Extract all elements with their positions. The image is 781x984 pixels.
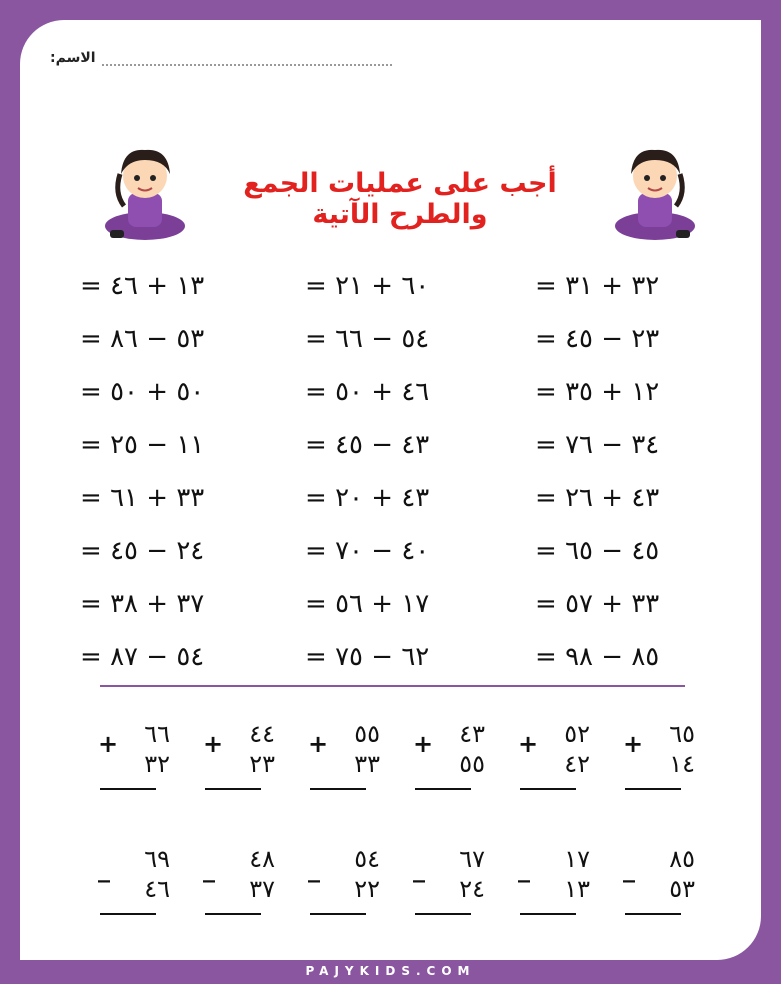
equation-column-right bbox=[535, 260, 745, 684]
answer-line[interactable] bbox=[520, 913, 576, 915]
equation-column-left bbox=[80, 260, 290, 684]
top-number: ٥٥ bbox=[354, 720, 380, 748]
bottom-number: ٢٤ bbox=[459, 875, 485, 903]
bottom-number: ٢٢ bbox=[354, 875, 380, 903]
vertical-problem bbox=[413, 845, 493, 935]
top-number: ٥٤ bbox=[354, 845, 380, 873]
vertical-problem bbox=[413, 720, 493, 810]
answer-line[interactable] bbox=[415, 913, 471, 915]
equation: = ٦٠ + ٢١ bbox=[305, 271, 430, 301]
answer-line[interactable] bbox=[310, 788, 366, 790]
equation: = ٨٥ − ٩٨ bbox=[535, 642, 660, 672]
equation: = ٤٥ − ٦٥ bbox=[535, 536, 660, 566]
section-divider bbox=[100, 685, 685, 687]
equation: = ١٣ + ٤٦ bbox=[80, 271, 205, 301]
equation: = ٥٤ − ٨٧ bbox=[80, 642, 205, 672]
equation: = ٣٣ + ٥٧ bbox=[535, 589, 660, 619]
top-number: ٤٨ bbox=[249, 845, 275, 873]
top-number: ٤٤ bbox=[249, 720, 275, 748]
top-number: ٤٣ bbox=[459, 720, 485, 748]
bottom-number: ٣٢ bbox=[144, 750, 170, 778]
answer-line[interactable] bbox=[310, 913, 366, 915]
name-row bbox=[50, 50, 731, 66]
worksheet-title: أجب على عمليات الجمع والطرح الآتية bbox=[243, 168, 557, 230]
equation: = ٤٣ + ٢٦ bbox=[535, 483, 660, 513]
vertical-problem bbox=[203, 845, 283, 935]
worksheet-page bbox=[20, 20, 761, 960]
vertical-problem bbox=[98, 845, 178, 935]
top-number: ١٧ bbox=[564, 845, 590, 873]
answer-line[interactable] bbox=[520, 788, 576, 790]
vertical-problem bbox=[98, 720, 178, 810]
bottom-number: ٤٢ bbox=[564, 750, 590, 778]
equation: = ٢٤ − ٤٥ bbox=[80, 536, 205, 566]
equation: = ٥٤ − ٦٦ bbox=[305, 324, 430, 354]
equation: = ٤٣ + ٢٠ bbox=[305, 483, 430, 513]
top-number: ٨٥ bbox=[669, 845, 695, 873]
minus-sign: _ bbox=[308, 855, 320, 883]
equation: = ٤٠ − ٧٠ bbox=[305, 536, 430, 566]
footer-brand: PAJYKIDS.COM bbox=[305, 964, 476, 978]
bottom-number: ٥٥ bbox=[459, 750, 485, 778]
plus-sign: + bbox=[308, 730, 329, 758]
minus-sign: _ bbox=[623, 855, 635, 883]
bottom-number: ٢٣ bbox=[249, 750, 275, 778]
minus-sign: _ bbox=[98, 855, 110, 883]
equation: = ١٢ + ٣٥ bbox=[535, 377, 660, 407]
equation: = ٣٤ − ٧٦ bbox=[535, 430, 660, 460]
plus-sign: + bbox=[98, 730, 119, 758]
vertical-problem bbox=[518, 720, 598, 810]
top-number: ٦٧ bbox=[459, 845, 485, 873]
equation-grid bbox=[80, 260, 710, 680]
top-number: ٥٢ bbox=[564, 720, 590, 748]
plus-sign: + bbox=[518, 730, 539, 758]
girl-illustration-right bbox=[600, 138, 710, 248]
bottom-number: ١٤ bbox=[669, 750, 695, 778]
plus-sign: + bbox=[413, 730, 434, 758]
top-number: ٦٩ bbox=[144, 845, 170, 873]
answer-line[interactable] bbox=[100, 913, 156, 915]
plus-sign: + bbox=[623, 730, 644, 758]
vertical-problem bbox=[203, 720, 283, 810]
bottom-number: ٣٣ bbox=[354, 750, 380, 778]
answer-line[interactable] bbox=[625, 913, 681, 915]
bottom-number: ٤٦ bbox=[144, 875, 170, 903]
equation: = ٣٢ + ٣١ bbox=[535, 271, 660, 301]
vertical-problem bbox=[623, 720, 703, 810]
equation: = ٣٣ + ٦١ bbox=[80, 483, 205, 513]
answer-line[interactable] bbox=[205, 788, 261, 790]
answer-line[interactable] bbox=[100, 788, 156, 790]
equation: = ٣٧ + ٣٨ bbox=[80, 589, 205, 619]
equation: = ٢٣ − ٤٥ bbox=[535, 324, 660, 354]
vertical-problem bbox=[308, 845, 388, 935]
equation: = ٦٢ − ٧٥ bbox=[305, 642, 430, 672]
name-label: الاسم: bbox=[50, 50, 96, 66]
vertical-problem bbox=[518, 845, 598, 935]
answer-line[interactable] bbox=[625, 788, 681, 790]
minus-sign: _ bbox=[413, 855, 425, 883]
plus-sign: + bbox=[203, 730, 224, 758]
answer-line[interactable] bbox=[415, 788, 471, 790]
top-number: ٦٥ bbox=[669, 720, 695, 748]
vertical-problem bbox=[308, 720, 388, 810]
minus-sign: _ bbox=[203, 855, 215, 883]
vertical-problem bbox=[623, 845, 703, 935]
title-banner bbox=[90, 138, 710, 248]
equation: = ١١ − ٢٥ bbox=[80, 430, 205, 460]
equation: = ٥٠ + ٥٠ bbox=[80, 377, 205, 407]
bottom-number: ٣٧ bbox=[249, 875, 275, 903]
equation: = ٤٣ − ٤٥ bbox=[305, 430, 430, 460]
name-field[interactable] bbox=[102, 52, 392, 66]
top-number: ٦٦ bbox=[144, 720, 170, 748]
equation: = ٥٣ − ٨٦ bbox=[80, 324, 205, 354]
minus-sign: _ bbox=[518, 855, 530, 883]
answer-line[interactable] bbox=[205, 913, 261, 915]
equation: = ٤٦ + ٥٠ bbox=[305, 377, 430, 407]
bottom-number: ٥٣ bbox=[669, 875, 695, 903]
girl-illustration-left bbox=[90, 138, 200, 248]
bottom-number: ١٣ bbox=[564, 875, 590, 903]
equation: = ١٧ + ٥٦ bbox=[305, 589, 430, 619]
equation-column-middle bbox=[305, 260, 515, 684]
